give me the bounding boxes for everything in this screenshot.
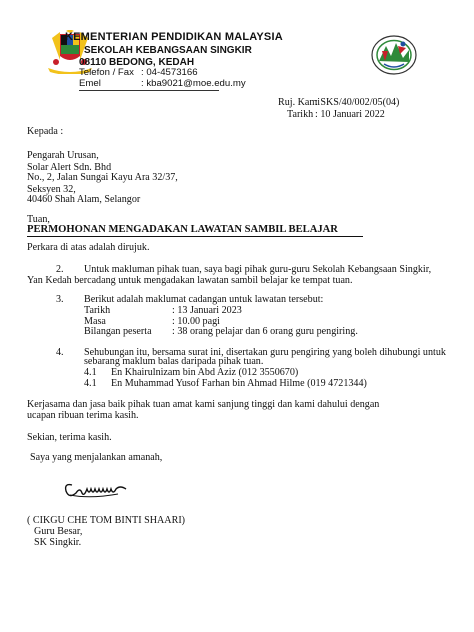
recipient-line: Seksyen 32,	[27, 184, 76, 195]
closing-line: ucapan ribuan terima kasih.	[27, 410, 139, 421]
detail-value: : 38 orang pelajar dan 6 orang guru pengiring.	[172, 326, 358, 337]
kepada-label: Kepada :	[27, 126, 64, 137]
subject-underline	[27, 236, 363, 237]
ref-number: : SKS/40/002/05(04)	[315, 97, 400, 108]
intro-paragraph: Perkara di atas adalah dirujuk.	[27, 242, 150, 253]
signatory-name: ( CIKGU CHE TOM BINTI SHAARI)	[27, 515, 186, 526]
detail-label: Tarikh	[84, 305, 111, 316]
signatory-org: SK Singkir.	[34, 537, 82, 548]
phone-label: Telefon / Fax	[79, 67, 134, 78]
letter-subject: PERMOHONAN MENGADAKAN LAWATAN SAMBIL BELAJAR	[27, 224, 338, 235]
amanah-line: Saya yang menjalankan amanah,	[30, 452, 163, 463]
recipient-line: Pengarah Urusan,	[27, 150, 99, 161]
para-number: 3.	[56, 294, 64, 305]
recipient-line: Solar Alert Sdn. Bhd	[27, 162, 112, 173]
ministry-heading: KEMENTERIAN PENDIDIKAN MALAYSIA	[65, 31, 283, 43]
school-address: 08110 BEDONG, KEDAH	[79, 57, 195, 68]
para-number: 4.	[56, 347, 64, 358]
recipient-line: 40460 Shah Alam, Selangor	[27, 194, 141, 205]
detail-value: : 10.00 pagi	[172, 316, 220, 327]
contact-number: 4.1	[84, 367, 97, 378]
para3-text: Berikut adalah maklumat cadangan untuk lawatan tersebut:	[84, 294, 324, 305]
date-label: Tarikh	[287, 109, 314, 120]
contact-person: En Muhammad Yusof Farhan bin Ahmad Hilme (019 4721344)	[111, 378, 367, 389]
para-number: 2.	[56, 264, 64, 275]
para4-line: sebarang maklum balas daripada pihak tuan.	[84, 356, 264, 367]
detail-label: Masa	[84, 316, 106, 327]
school-name: SEKOLAH KEBANGSAAN SINGKIR	[84, 45, 252, 56]
recipient-line: No., 2, Jalan Sungai Kayu Ara 32/37,	[27, 172, 178, 183]
detail-label: Bilangan peserta	[84, 326, 152, 337]
closing-line: Kerjasama dan jasa baik pihak tuan amat kami sanjung tinggi dan kami dahului dengan	[27, 399, 380, 410]
school-emblem-logo	[370, 34, 418, 76]
sekian-line: Sekian, terima kasih.	[27, 432, 112, 443]
email-value: : kba9021@moe.edu.my	[141, 78, 246, 89]
signatory-title: Guru Besar,	[34, 526, 83, 537]
email-label: Emel	[79, 78, 101, 89]
para2-line: Yan Kedah bercadang untuk mengadakan lawatan sambil belajar ke tempat tuan.	[27, 275, 353, 286]
para2-line: Untuk makluman pihak tuan, saya bagi pihak guru-guru Sekolah Kebangsaan Singkir,	[84, 264, 432, 275]
ref-label: Ruj. Kami	[278, 97, 321, 108]
contact-person: En Khairulnizam bin Abd Aziz (012 3550670)	[111, 367, 299, 378]
handwritten-signature	[60, 475, 140, 503]
salutation: Tuan,	[27, 214, 50, 225]
contact-number: 4.1	[84, 378, 97, 389]
phone-value: : 04-4573166	[141, 67, 198, 78]
para4-line: Sehubungan itu, bersama surat ini, disertakan guru pengiring yang boleh dihubungi untuk	[84, 347, 446, 358]
letter-date: : 10 Januari 2022	[315, 109, 385, 120]
email-underline	[79, 90, 219, 91]
detail-value: : 13 Januari 2023	[172, 305, 242, 316]
